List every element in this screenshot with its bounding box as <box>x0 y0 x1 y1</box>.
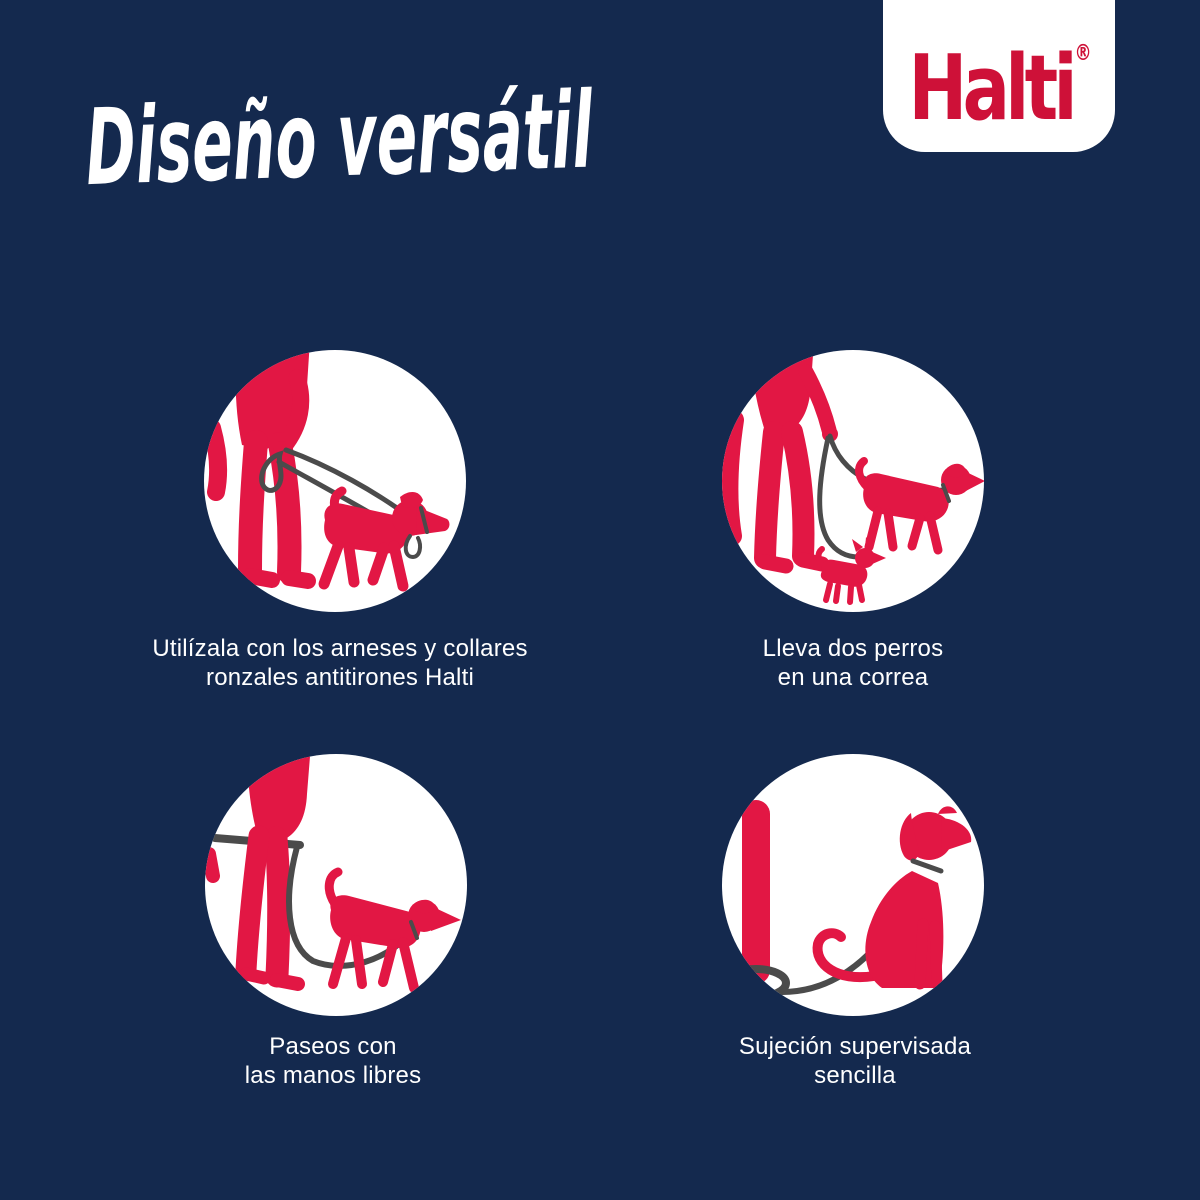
halti-logo <box>908 36 1092 141</box>
halti-logo-wordmark: Halti <box>908 36 1073 141</box>
caption-two-dogs <box>623 634 1083 692</box>
feature-circle-headcollar-walk <box>204 350 466 612</box>
feature-circle-hands-free <box>205 754 467 1016</box>
caption-hands-free <box>103 1032 563 1090</box>
registered-trademark-symbol: ® <box>1074 41 1092 66</box>
caption-line: Sujeción supervisada <box>738 1033 972 1060</box>
caption-headcollar-walk <box>110 634 570 692</box>
hands-free-waist-leash-illustration <box>205 754 467 1016</box>
person-walking-dog-headcollar-illustration <box>204 350 466 612</box>
page-title: Diseño versátil <box>83 68 595 210</box>
dog-tethered-to-post-illustration <box>722 754 984 1016</box>
caption-line: Paseos con <box>269 1033 397 1060</box>
caption-line: Lleva dos perros <box>762 635 944 662</box>
person-walking-two-dogs-illustration <box>722 350 984 612</box>
caption-line: las manos libres <box>244 1062 422 1089</box>
feature-circle-two-dogs <box>722 350 984 612</box>
feature-circle-tether <box>722 754 984 1016</box>
caption-line: en una correa <box>777 664 929 691</box>
caption-line: ronzales antitirones Halti <box>206 664 474 691</box>
caption-line: sencilla <box>814 1062 896 1089</box>
caption-line: Utilízala con los arneses y collares <box>152 635 528 662</box>
halti-logo-card <box>883 0 1115 152</box>
caption-tether <box>625 1032 1085 1090</box>
